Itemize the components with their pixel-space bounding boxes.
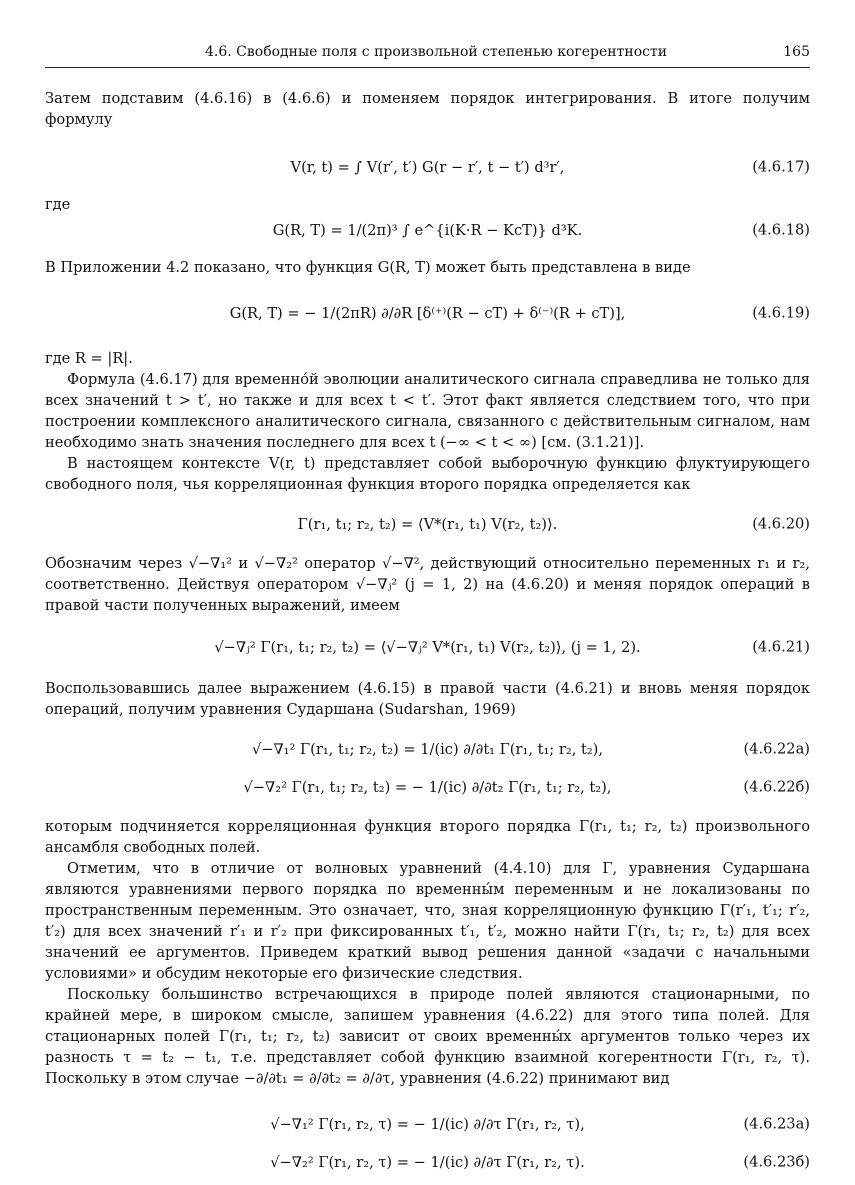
paragraph: В настоящем контексте V(r, t) представляет собой выборочную функцию флуктуирующего свободного поля, чья корреляционная функция второго порядка определяется как xyxy=(45,455,810,493)
equation-body: V(r, t) = ∫ V(r′, t′) G(r − r′, t − t′) d³r′, xyxy=(290,158,565,176)
equation-body: G(R, T) = 1/(2π)³ ∫ e^{i(K·R − KcT)} d³K. xyxy=(272,221,583,239)
equation-4-6-21 xyxy=(45,632,810,662)
equation-body: √−∇₁² Γ(r₁, t₁; r₂, t₂) = 1/(ic) ∂/∂t₁ Γ(r₁, t₁; r₂, t₂), xyxy=(251,740,604,758)
equation-4-6-23b xyxy=(45,1147,810,1177)
equation-number: (4.6.19) xyxy=(752,304,810,322)
equation-4-6-17 xyxy=(45,152,810,182)
paragraph: где R = |R|. xyxy=(45,350,133,367)
equation-number: (4.6.22б) xyxy=(743,778,810,796)
paragraph: Поскольку большинство встречающихся в природе полей являются стационарными, по крайней мере, в широком смысле, запишем уравнения (4.6.22) для этого типа полей. Для стационарных полей Γ(r₁, t₁; r₂, t₂) зависит от своих временны́х аргументов только через их разность τ = t₂ − t₁, т.е. представляет собой функцию взаимной когерентности Γ(r₁, r₂, τ). Поскольку в этом случае −∂/∂t₁ = ∂/∂t₂ = ∂/∂τ, уравнения (4.6.22) принимают вид xyxy=(45,986,810,1087)
equation-number: (4.6.21) xyxy=(752,638,810,656)
paragraph: которым подчиняется корреляционная функция второго порядка Γ(r₁, t₁; r₂, t₂) произвольного ансамбля свободных полей. xyxy=(45,818,810,856)
equation-4-6-19 xyxy=(45,298,810,328)
equation-body: √−∇₁² Γ(r₁, r₂, τ) = − 1/(ic) ∂/∂τ Γ(r₁, r₂, τ), xyxy=(270,1115,585,1133)
equation-number: (4.6.23a) xyxy=(743,1115,810,1133)
equation-body: G(R, T) = − 1/(2πR) ∂/∂R [δ⁽⁺⁾(R − cT) + δ⁽⁻⁾(R + cT)], xyxy=(229,304,626,322)
equation-number: (4.6.23б) xyxy=(743,1153,810,1171)
section-title: 4.6. Свободные поля с произвольной степенью когерентности xyxy=(205,44,668,60)
equation-body: √−∇ⱼ² Γ(r₁, t₁; r₂, t₂) = ⟨√−∇ⱼ² V*(r₁, t₁) V(r₂, t₂)⟩, (j = 1, 2). xyxy=(214,638,641,656)
equation-number: (4.6.22a) xyxy=(743,740,810,758)
equation-4-6-23a xyxy=(45,1109,810,1139)
paragraph: Воспользовавшись далее выражением (4.6.15) в правой части (4.6.21) и вновь меняя порядок операций, получим уравнения Сударшана (Sudarshan, 1969) xyxy=(45,680,810,718)
equation-body: Γ(r₁, t₁; r₂, t₂) = ⟨V*(r₁, t₁) V(r₂, t₂)⟩. xyxy=(297,515,558,533)
equation-number: (4.6.20) xyxy=(752,515,810,533)
paragraph: где xyxy=(45,196,71,213)
paragraph: Формула (4.6.17) для временно́й эволюции аналитического сигнала справедлива не только для всех значений t > t′, но также и для всех t < t′. Этот факт является следствием того, что при построении комплексного аналитического сигнала, связанного с действительным сигналом, нам необходимо знать значения последнего для всех t (−∞ < t < ∞) [см. (3.1.21)]. xyxy=(45,371,810,451)
paragraph: Обозначим через √−∇₁² и √−∇₂² оператор √−∇², действующий относительно переменных r₁ и r₂, соответственно. Действуя оператором √−∇ⱼ² (j = 1, 2) на (4.6.20) и меняя порядок операций в правой части полученных выражений, имеем xyxy=(45,555,810,614)
equation-number: (4.6.17) xyxy=(752,158,810,176)
equation-4-6-22b xyxy=(45,772,810,802)
equation-body: √−∇₂² Γ(r₁, r₂, τ) = − 1/(ic) ∂/∂τ Γ(r₁, r₂, τ). xyxy=(270,1153,585,1171)
paragraph: Затем подставим (4.6.16) в (4.6.6) и поменяем порядок интегрирования. В итоге получим формулу xyxy=(45,90,810,128)
paragraph: В Приложении 4.2 показано, что функция G(R, T) может быть представлена в виде xyxy=(45,259,691,276)
page xyxy=(45,42,810,1185)
page-number: 165 xyxy=(783,44,810,60)
equation-body: √−∇₂² Γ(r₁, t₁; r₂, t₂) = − 1/(ic) ∂/∂t₂ Γ(r₁, t₁; r₂, t₂), xyxy=(243,778,612,796)
running-header xyxy=(45,42,810,68)
equation-4-6-20 xyxy=(45,509,810,539)
paragraph: Отметим, что в отличие от волновых уравнений (4.4.10) для Γ, уравнения Сударшана являются уравнениями первого порядка по временны́м переменным и не локализованы по пространственным переменным. Это означает, что, зная корреляционную функцию Γ(r′₁, t′₁; r′₂, t′₂) для всех значений r′₁ и r′₂ при фиксированных t′₁, t′₂, можно найти Γ(r₁, t₁; r₂, t₂) для всех значений ее аргументов. Приведем краткий вывод решения данной «задачи с начальными условиями» и обсудим некоторые его физические следствия. xyxy=(45,860,810,982)
equation-4-6-18 xyxy=(45,215,810,245)
equation-4-6-22a xyxy=(45,734,810,764)
equation-number: (4.6.18) xyxy=(752,221,810,239)
